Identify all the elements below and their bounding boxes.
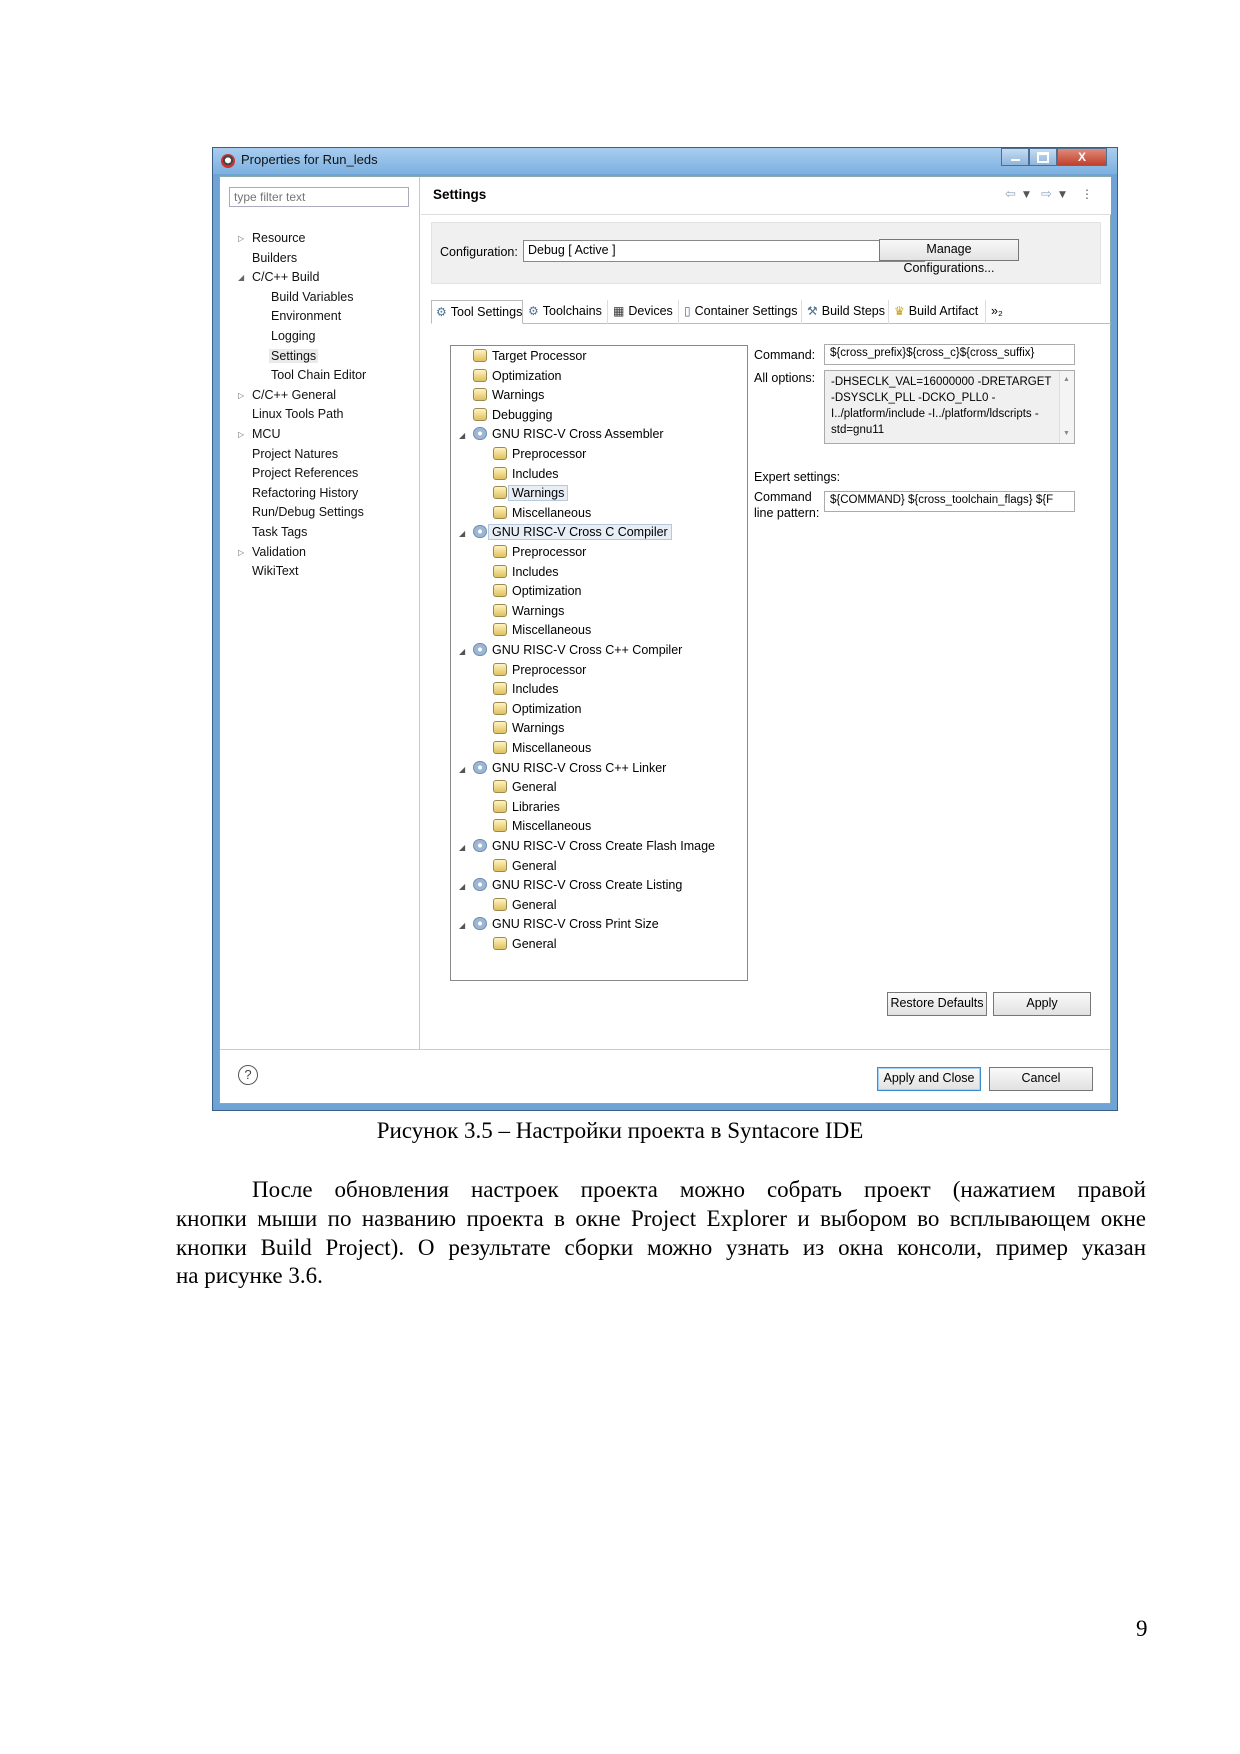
tree-option-node[interactable] — [493, 623, 591, 637]
collapsed-arrow-icon[interactable]: ▷ — [238, 390, 245, 400]
scroll-up-icon[interactable]: ▲ — [1063, 376, 1070, 383]
option-page-icon — [493, 702, 507, 715]
more-tabs-icon: »₂ — [991, 304, 1003, 318]
tree-option-node[interactable] — [493, 702, 581, 716]
paragraph-line-2: кнопки мыши по названию проекта в окне Project Explorer и выбором во всплывающем окне — [176, 1206, 1146, 1231]
option-page-icon — [493, 937, 507, 950]
tree-option-node[interactable] — [493, 721, 564, 735]
tab-tool-settings[interactable]: ⚙ Tool Settings — [431, 300, 523, 324]
option-page-icon — [493, 663, 507, 676]
tree-option-node[interactable] — [493, 506, 591, 520]
tree-option-node[interactable] — [493, 545, 586, 559]
tree-option-node[interactable] — [493, 486, 568, 500]
nav-item[interactable]: Builders — [252, 250, 298, 265]
maximize-icon — [1037, 152, 1049, 163]
tree-node-label: Preprocessor — [512, 447, 587, 461]
nav-item[interactable]: Validation — [252, 544, 306, 559]
gear-icon: ⚙ — [528, 304, 539, 318]
option-page-icon — [493, 604, 507, 617]
nav-item[interactable]: MCU — [252, 427, 281, 441]
nav-item[interactable]: Project References — [252, 466, 359, 481]
container-icon: ▯ — [684, 304, 691, 318]
tree-option-node[interactable] — [493, 604, 564, 618]
nav-item[interactable]: Refactoring History — [252, 485, 359, 500]
expanded-arrow-icon[interactable]: ◢ — [459, 921, 466, 931]
tree-option-node[interactable] — [473, 369, 561, 383]
tool-gear-icon — [473, 643, 487, 656]
tree-node-label: Miscellaneous — [512, 505, 592, 520]
nav-item[interactable]: C/C++ General — [252, 387, 337, 402]
collapsed-arrow-icon[interactable]: ▷ — [238, 430, 245, 439]
more-tabs-button[interactable] — [987, 300, 1015, 324]
nav-item[interactable]: WikiText — [252, 564, 299, 579]
option-page-icon — [493, 800, 507, 813]
tree-node-label: Miscellaneous — [512, 819, 592, 834]
tree-option-node[interactable] — [493, 898, 556, 912]
tree-option-node[interactable] — [493, 819, 591, 833]
tree-node-label: General — [512, 858, 557, 873]
tool-gear-icon — [473, 917, 487, 930]
settings-tabs — [431, 300, 1111, 324]
tree-node-label: General — [512, 897, 557, 912]
scroll-down-icon[interactable]: ▼ — [1063, 430, 1070, 437]
minimize-icon — [1011, 159, 1020, 161]
expert-settings-label: Expert settings: — [754, 470, 841, 484]
nav-item[interactable]: Settings — [271, 348, 317, 363]
tree-option-node[interactable] — [473, 349, 586, 363]
nav-item[interactable]: Project Natures — [252, 446, 339, 461]
nav-item[interactable]: Tool Chain Editor — [271, 368, 367, 383]
tree-node-label: General — [512, 780, 557, 795]
option-page-icon — [493, 467, 507, 480]
tree-node-label: Includes — [512, 682, 559, 697]
tree-option-node[interactable] — [493, 447, 586, 461]
minimize-button[interactable] — [1001, 148, 1029, 166]
option-page-icon — [493, 623, 507, 636]
forward-menu-chevron-down-icon[interactable]: ▼ — [1059, 190, 1066, 200]
hammer-icon: ⚒ — [807, 304, 818, 318]
tree-tool-node[interactable] — [473, 878, 682, 892]
nav-item[interactable]: Environment — [271, 309, 342, 324]
tree-node-label: Preprocessor — [512, 662, 587, 677]
configuration-select[interactable] — [523, 240, 925, 262]
tree-tool-node[interactable] — [473, 427, 664, 441]
option-page-icon — [493, 682, 507, 695]
option-page-icon — [493, 859, 507, 872]
page-title: Settings — [433, 187, 487, 202]
tree-node-label: Warnings — [512, 721, 565, 736]
expanded-arrow-icon[interactable]: ◢ — [459, 647, 466, 656]
eclipse-app-icon — [221, 154, 235, 168]
settings-header — [421, 177, 1111, 215]
expanded-arrow-icon[interactable]: ◢ — [459, 529, 466, 539]
tool-gear-icon — [473, 761, 487, 774]
tree-option-node[interactable] — [493, 780, 556, 794]
property-pages-nav — [220, 177, 420, 1049]
tab-build-steps[interactable]: ⚒ Build Steps — [803, 300, 889, 324]
command-line-pattern-label-line1: Command — [754, 490, 812, 504]
option-page-icon — [493, 780, 507, 793]
all-options-label: All options: — [754, 371, 816, 385]
tree-option-node[interactable] — [473, 388, 544, 402]
tree-node-label: Includes — [512, 466, 559, 481]
nav-item[interactable]: Task Tags — [252, 525, 308, 539]
tree-node-label: GNU RISC-V Cross Assembler — [492, 427, 664, 442]
maximize-button[interactable] — [1029, 148, 1057, 166]
tab-devices[interactable]: ▦ Devices — [609, 300, 679, 324]
expanded-arrow-icon[interactable]: ◢ — [459, 764, 466, 774]
dialog-button-bar — [220, 1049, 1110, 1103]
dialog-client-area — [219, 176, 1111, 1104]
view-menu-icon[interactable]: ⋮ — [1081, 187, 1093, 201]
expanded-arrow-icon[interactable]: ◢ — [459, 431, 466, 441]
tree-tool-node[interactable] — [473, 525, 672, 539]
back-menu-chevron-down-icon[interactable]: ▼ — [1023, 190, 1030, 200]
tab-build-artifact[interactable]: ♛ Build Artifact — [890, 300, 986, 324]
configuration-value: Debug [ Active ] — [528, 243, 616, 257]
paragraph-line-3: кнопки Build Project). О результате сборки можно узнать из окна консоли, пример указан — [176, 1235, 1146, 1260]
back-arrow-icon[interactable]: ⇦ — [1005, 187, 1016, 202]
tree-node-label: Optimization — [512, 701, 582, 716]
manage-configurations-button[interactable]: Manage Configurations... — [879, 239, 1019, 261]
option-page-icon — [493, 584, 507, 597]
option-page-icon — [493, 545, 507, 558]
trophy-icon: ♛ — [894, 304, 905, 318]
tree-option-node[interactable] — [493, 584, 581, 598]
tab-container-settings[interactable]: ▯ Container Settings — [680, 300, 802, 324]
tree-node-label: Warnings — [508, 485, 568, 501]
all-options-field[interactable] — [824, 370, 1075, 444]
option-page-icon — [473, 408, 487, 421]
apply-button[interactable]: Apply — [993, 992, 1091, 1016]
option-page-icon — [493, 721, 507, 734]
configuration-label: Configuration: — [440, 245, 518, 259]
tab-toolchains[interactable]: ⚙ Toolchains — [524, 300, 608, 324]
tree-node-label: Target Processor — [492, 349, 587, 363]
close-button[interactable]: X — [1057, 148, 1107, 166]
figure-caption: Рисунок 3.5 – Настройки проекта в Syntacore IDE — [376, 1118, 864, 1143]
tree-node-label: GNU RISC-V Cross Create Listing — [492, 878, 683, 893]
option-page-icon — [493, 486, 507, 499]
nav-item[interactable]: Run/Debug Settings — [252, 505, 364, 520]
tree-option-node[interactable] — [493, 937, 556, 951]
tree-option-node[interactable] — [493, 663, 586, 677]
forward-arrow-icon[interactable]: ⇨ — [1041, 187, 1052, 202]
tree-node-label: Optimization — [512, 584, 582, 599]
tree-node-label: Preprocessor — [512, 545, 587, 559]
tree-node-label: General — [512, 937, 557, 951]
nav-item[interactable]: Resource — [252, 231, 306, 245]
tool-gear-icon — [473, 878, 487, 891]
page-number: 9 — [1136, 1616, 1148, 1641]
properties-dialog — [212, 147, 1118, 1111]
tree-option-node[interactable] — [493, 741, 591, 755]
tree-node-label: Miscellaneous — [512, 623, 592, 638]
tree-node-label: Warnings — [492, 388, 545, 403]
option-page-icon — [493, 565, 507, 578]
cancel-button[interactable]: Cancel — [989, 1067, 1093, 1091]
option-page-icon — [473, 388, 487, 401]
all-options-text: -DHSECLK_VAL=16000000 -DRETARGET -DSYSCLK_PLL -DCKO_PLL0 -I../platform/include -I../platform/ldscripts -std=gnu11 — [831, 376, 1052, 436]
expanded-arrow-icon[interactable]: ◢ — [459, 882, 466, 892]
nav-item[interactable]: Linux Tools Path — [252, 407, 344, 422]
option-page-icon — [493, 447, 507, 460]
all-options-scrollbar[interactable] — [1059, 371, 1074, 443]
filter-input[interactable] — [229, 187, 409, 207]
option-page-icon — [493, 898, 507, 911]
restore-defaults-button[interactable]: Restore Defaults — [887, 992, 987, 1016]
tree-node-label: GNU RISC-V Cross C Compiler — [488, 524, 672, 540]
command-field[interactable]: ${cross_prefix}${cross_c}${cross_suffix} — [824, 344, 1075, 365]
window-title: Properties for Run_leds — [241, 152, 378, 167]
option-page-icon — [493, 506, 507, 519]
tool-gear-icon — [473, 839, 487, 852]
tree-node-label: Includes — [512, 564, 559, 579]
tree-node-label: Optimization — [492, 368, 562, 383]
nav-item[interactable]: Logging — [271, 329, 316, 343]
tool-settings-tree — [450, 345, 748, 981]
apply-and-close-button[interactable]: Apply and Close — [877, 1067, 981, 1091]
tree-tool-node[interactable] — [473, 917, 659, 931]
option-page-icon — [493, 819, 507, 832]
tree-node-label: GNU RISC-V Cross Create Flash Image — [492, 839, 715, 853]
command-label: Command: — [754, 348, 816, 362]
tree-node-label: GNU RISC-V Cross Print Size — [492, 917, 659, 932]
option-page-icon — [493, 741, 507, 754]
tree-option-node[interactable] — [493, 800, 560, 814]
tool-gear-icon — [473, 525, 487, 538]
chip-icon: ▦ — [613, 304, 625, 318]
tree-option-node[interactable] — [493, 859, 556, 873]
collapsed-arrow-icon[interactable]: ▷ — [238, 234, 245, 243]
tree-node-label: Libraries — [512, 799, 560, 814]
tree-tool-node[interactable] — [473, 643, 682, 657]
expanded-arrow-icon[interactable]: ◢ — [238, 273, 245, 283]
command-line-pattern-label-line2: line pattern: — [754, 506, 820, 520]
tree-node-label: Debugging — [492, 407, 553, 422]
paragraph-line-1: После обновления настроек проекта можно собрать проект (нажатием правой — [252, 1177, 1146, 1202]
tree-option-node[interactable] — [493, 682, 559, 696]
nav-item[interactable]: C/C++ Build — [252, 270, 320, 285]
tool-gear-icon — [473, 427, 487, 440]
tree-node-label: GNU RISC-V Cross C++ Compiler — [492, 643, 683, 657]
tree-tool-node[interactable] — [473, 761, 666, 775]
help-icon[interactable]: ? — [238, 1065, 258, 1085]
option-page-icon — [473, 349, 487, 362]
command-line-pattern-field[interactable]: ${COMMAND} ${cross_toolchain_flags} ${F — [824, 491, 1075, 512]
tree-node-label: Warnings — [512, 603, 565, 618]
paragraph-line-4: на рисунке 3.6. — [176, 1263, 323, 1288]
expanded-arrow-icon[interactable]: ◢ — [459, 843, 466, 852]
gear-icon: ⚙ — [436, 305, 447, 319]
tree-option-node[interactable] — [493, 467, 559, 481]
tree-tool-node[interactable] — [473, 839, 715, 853]
tree-option-node[interactable] — [473, 408, 552, 422]
option-page-icon — [473, 369, 487, 382]
title-bar[interactable] — [213, 148, 1117, 174]
tree-option-node[interactable] — [493, 565, 559, 579]
tree-node-label: GNU RISC-V Cross C++ Linker — [492, 760, 667, 775]
nav-item[interactable]: Build Variables — [271, 289, 354, 304]
tree-node-label: Miscellaneous — [512, 741, 592, 755]
collapsed-arrow-icon[interactable]: ▷ — [238, 547, 245, 557]
